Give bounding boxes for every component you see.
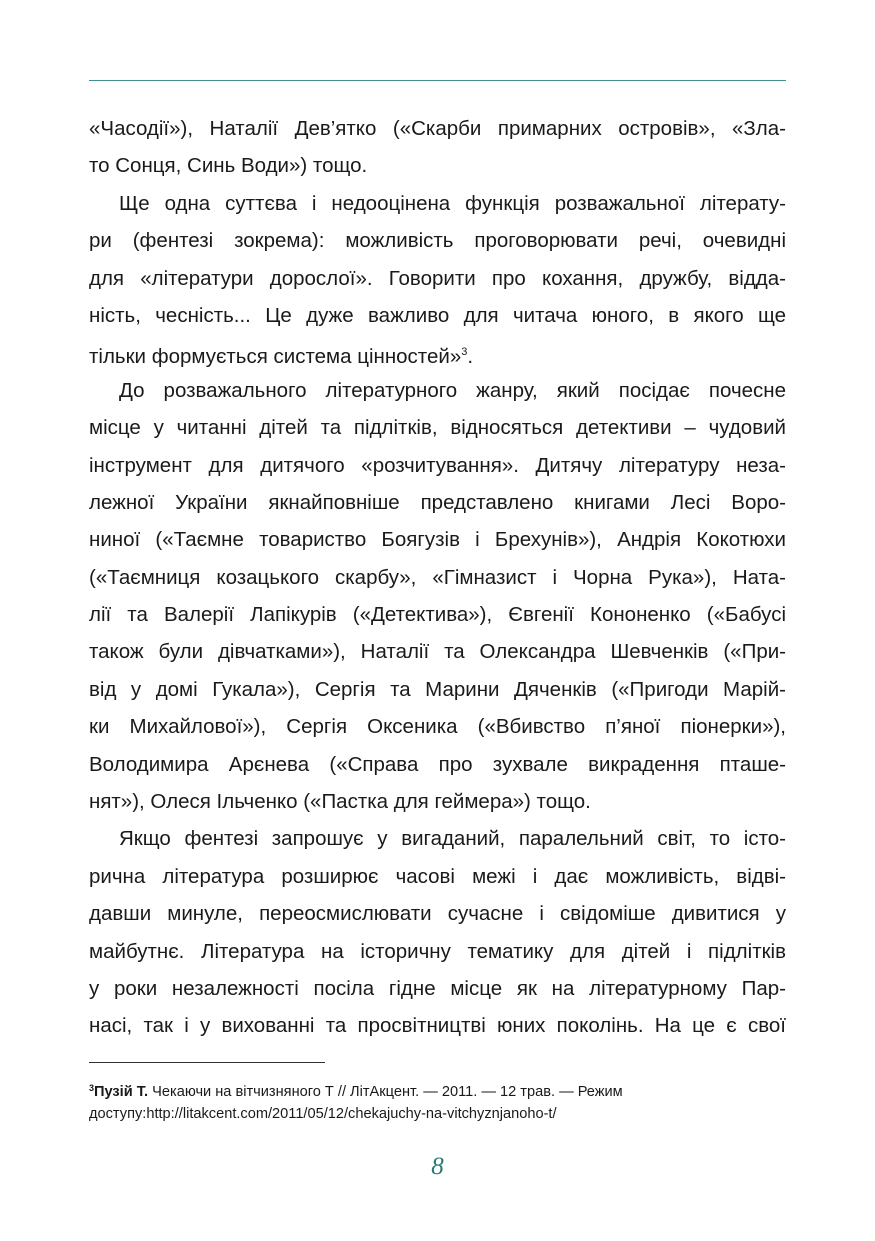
text-line [89, 970, 786, 1007]
footnote-line-1 [89, 1077, 786, 1103]
text-line [89, 222, 786, 259]
footnote-author: Пузій Т. [94, 1084, 149, 1100]
text-line [89, 596, 786, 633]
text-line [89, 1007, 786, 1044]
text-line-content: тільки формується система цінностей» [89, 345, 462, 369]
text-line [89, 484, 786, 521]
footnote-reference[interactable]: 3 [461, 346, 468, 359]
text-line-content: лії та Валерії Лапікурів («Детектива»), Євгенії Кононенко («Бабусі [89, 603, 786, 627]
text-line-content: для «літератури дорослої». Говорити про кохання, дружбу, відда- [89, 266, 786, 290]
footnote-citation: Чекаючи на вітчизняного Т // ЛітАкцент. — 2011. — 12 трав. — Режим [148, 1084, 623, 1100]
text-line-tail: . [467, 345, 474, 369]
footnote-line-2: доступу:http://litakcent.com/2011/05/12/chekajuchy-na-vitchyznjanoho-t/ [89, 1106, 557, 1122]
text-line-content: від у домі Гукала»), Сергія та Марини Дяченків («Пригоди Марій- [89, 677, 786, 701]
footnote-marker: 3 [89, 1083, 95, 1093]
text-line [89, 260, 786, 297]
text-line-content: то Сонця, Синь Води») тощо. [89, 154, 368, 178]
text-line [89, 783, 786, 820]
text-line [89, 147, 786, 184]
text-line-content: місце у читанні дітей та підлітків, відносяться детективи – чудовий [89, 416, 786, 440]
text-line-content: ність, чесність... Це дуже важливо для читача юного, в якого ще [89, 303, 786, 327]
text-line [89, 559, 786, 596]
text-line-content: насі, так і у вихованні та просвітництві юних поколінь. На це є свої [89, 1014, 786, 1038]
text-line [89, 671, 786, 708]
text-line-content: інструмент для дитячого «розчитування». Дитячу літературу неза- [89, 453, 786, 477]
text-line-content: також були дівчатками»), Наталії та Олександра Шевченків («При- [89, 640, 786, 664]
text-line [89, 820, 786, 857]
text-line [89, 633, 786, 670]
text-line [89, 447, 786, 484]
text-line [89, 708, 786, 745]
text-line-content: Ще одна суттєва і недооцінена функція розважальної літерату- [119, 191, 786, 215]
text-line-content: рична література розширює часові межі і дає можливість, відві- [89, 864, 786, 888]
text-line-content: ки Михайлової»), Сергія Оксеника («Вбивство п’яної піонерки»), [89, 715, 786, 739]
body-text [89, 110, 786, 1045]
text-line [89, 933, 786, 970]
text-line-content: давши минуле, переосмислювати сучасне і свідоміше дивитися у [89, 902, 786, 926]
text-line-content: («Таємниця козацького скарбу», «Гімназист і Чорна Рука»), Ната- [89, 565, 786, 589]
footnote [89, 1077, 786, 1125]
text-line [89, 521, 786, 558]
text-line-content: Якщо фентезі запрошує у вигаданий, паралельний світ, то істо- [119, 827, 786, 851]
text-line-content: майбутнє. Література на історичну тематику для дітей і підлітків [89, 939, 786, 963]
text-line [89, 110, 786, 147]
text-line [89, 372, 786, 409]
page-number: 8 [431, 1153, 444, 1180]
text-line-content: ри (фентезі зокрема): можливість проговорювати речі, очевидні [89, 229, 786, 253]
text-line [89, 297, 786, 334]
text-line [89, 334, 786, 371]
text-line-content: нят»), Олеся Ільченко («Пастка для геймера») тощо. [89, 790, 591, 814]
text-line-content: До розважального літературного жанру, який посідає почесне [119, 378, 786, 402]
text-line-content: Володимира Арєнева («Справа про зухвале викрадення пташе- [89, 752, 786, 776]
text-line [89, 409, 786, 446]
text-line [89, 185, 786, 222]
text-line-content: лежної України якнайповніше представлено книгами Лесі Воро- [89, 490, 786, 514]
text-line [89, 746, 786, 783]
text-line-content: у роки незалежності посіла гідне місце як на літературному Пар- [89, 976, 786, 1000]
text-line [89, 858, 786, 895]
header-rule [89, 80, 786, 81]
text-line-content: «Часодії»), Наталії Дев’ятко («Скарби примарних островів», «Зла- [89, 117, 786, 140]
text-line [89, 895, 786, 932]
text-line-content: ниної («Таємне товариство Боягузів і Брехунів»), Андрія Кокотюхи [89, 528, 786, 552]
footnote-separator [89, 1062, 325, 1063]
